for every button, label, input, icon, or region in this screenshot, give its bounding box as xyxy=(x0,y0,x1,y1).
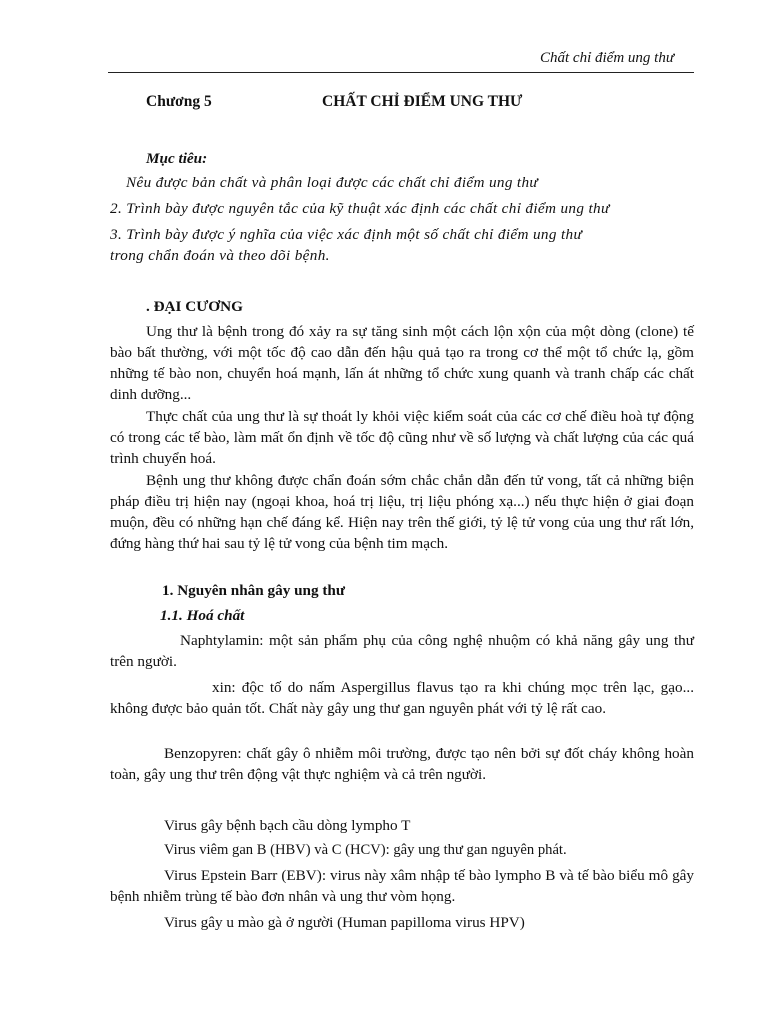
section-general-heading: . ĐẠI CƯƠNG xyxy=(146,298,243,315)
virus-htlv: Virus gây bệnh bạch cầu dòng lympho T xyxy=(164,817,411,834)
running-header: Chất chỉ điểm ung thư xyxy=(540,50,675,66)
chemical-benzopyren: Benzopyren: chất gây ô nhiễm môi trường, được tạo nên bởi sự đốt cháy không hoàn toàn, gây ung thư trên động vật thực nghiệm và cả trên người. xyxy=(110,745,694,783)
chemical-aflatoxin: xin: độc tố do nấm Aspergillus flavus tạo ra khi chúng mọc trên lạc, gạo... không được bảo quản tốt. Chất này gây ung thư gan nguyên phát với tỷ lệ rất cao. xyxy=(110,679,694,717)
virus-hepatitis: Virus viêm gan B (HBV) và C (HCV): gây ung thư gan nguyên phát. xyxy=(164,842,567,858)
objective-item-2: 2. Trình bày được nguyên tắc của kỹ thuật xác định các chất chỉ điểm ung thư xyxy=(110,200,610,217)
paragraph-1: Ung thư là bệnh trong đó xảy ra sự tăng sinh một cách lộn xộn của một dòng (clone) tế bào bất thường, với một tốc độ cao dẫn đến hậu quả tạo ra trong cơ thể một tổ chức lạ, gồm những tế bào non, chuyển hoá mạnh, lấn át những tổ chức xung quanh và tranh chấp các chất dinh dưỡng... xyxy=(110,323,694,403)
virus-ebv: Virus Epstein Barr (EBV): virus này xâm nhập tế bào lympho B và tế bào biểu mô gây bệnh nhiễm trùng tế bào đơn nhân và ung thư vòm họng. xyxy=(110,867,694,905)
objective-item-3-line-2: trong chẩn đoán và theo dõi bệnh. xyxy=(110,247,330,264)
paragraph-3: Bệnh ung thư không được chẩn đoán sớm chắc chắn dẫn đến tử vong, tất cả những biện pháp điều trị hiện nay (ngoại khoa, hoá trị liệu, trị liệu phóng xạ...) nếu thực hiện ở giai đoạn muộn, đều có những hạn chế đáng kể. Hiện nay trên thế giới, tỷ lệ tử vong của ung thư rất lớn, đứng hàng thứ hai sau tỷ lệ tử vong của bệnh tim mạch. xyxy=(110,472,694,552)
subsection-chemicals-heading: 1.1. Hoá chất xyxy=(160,607,245,624)
chemical-naphtylamin: Naphtylamin: một sản phẩm phụ của công nghệ nhuộm có khả năng gây ung thư trên người. xyxy=(110,632,694,670)
chapter-title: CHẤT CHỈ ĐIỂM UNG THƯ xyxy=(322,93,523,110)
objective-item-3-line-1: 3. Trình bày được ý nghĩa của việc xác định một số chất chỉ điểm ung thư xyxy=(110,226,583,243)
objectives-heading: Mục tiêu: xyxy=(146,150,208,167)
paragraph-2: Thực chất của ung thư là sự thoát ly khỏi việc kiểm soát của các cơ chế điều hoà tự động có trong các tế bào, làm mất ổn định về tốc độ cũng như về số lượng và chất lượng của các quá trình chuyển hoá. xyxy=(110,408,694,467)
chapter-number: Chương 5 xyxy=(146,93,212,110)
header-rule xyxy=(108,72,694,73)
virus-hpv: Virus gây u mào gà ở người (Human papilloma virus HPV) xyxy=(164,914,525,931)
objective-item-1: Nêu được bản chất và phân loại được các chất chỉ điểm ung thư xyxy=(126,174,539,191)
section-causes-heading: 1. Nguyên nhân gây ung thư xyxy=(162,582,345,599)
